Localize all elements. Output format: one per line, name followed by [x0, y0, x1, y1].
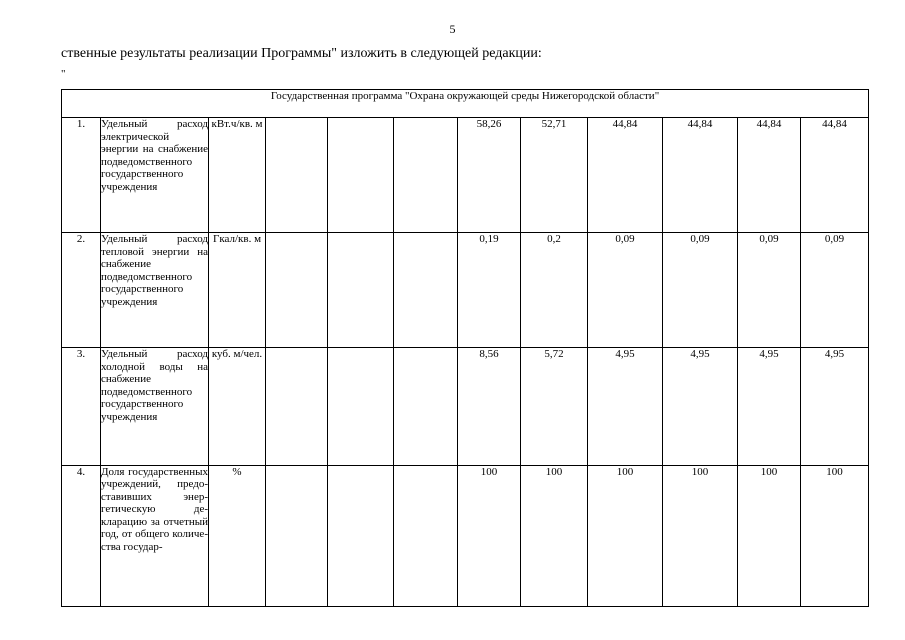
value-cell: 100 [521, 465, 588, 606]
value-cell [328, 233, 394, 348]
quote-mark: " [61, 68, 66, 80]
value-cell: 0,19 [458, 233, 521, 348]
value-cell [394, 118, 458, 233]
value-cell: 100 [801, 465, 869, 606]
intro-text: ственные результаты реализации Программы" изложить в следующей редакции: [61, 46, 542, 61]
value-cell [394, 348, 458, 465]
program-caption: Государственная программа "Охрана окружающей среды Нижегородской области" [62, 90, 869, 118]
indicator-name: Доля государственных учреждений, предоставивших энергетическую декларацию за отчетный год, от общего количества государ- [101, 465, 209, 606]
table-row [62, 118, 869, 233]
value-cell: 44,84 [663, 118, 738, 233]
value-cell: 44,84 [588, 118, 663, 233]
value-cell: 4,95 [738, 348, 801, 465]
value-cell [266, 465, 328, 606]
value-cell [266, 348, 328, 465]
row-number: 1. [62, 118, 101, 233]
value-cell: 44,84 [801, 118, 869, 233]
value-cell: 4,95 [663, 348, 738, 465]
value-cell [328, 348, 394, 465]
value-cell: 44,84 [738, 118, 801, 233]
indicator-name: Удельный расход электрической энергии на снабжение подведомственного государственного учреждения [101, 118, 209, 233]
value-cell: 0,09 [801, 233, 869, 348]
row-number: 2. [62, 233, 101, 348]
value-cell: 100 [458, 465, 521, 606]
value-cell: 58,26 [458, 118, 521, 233]
value-cell [266, 233, 328, 348]
row-number: 3. [62, 348, 101, 465]
value-cell: 100 [588, 465, 663, 606]
table-row [62, 465, 869, 606]
table-caption-row [62, 90, 869, 118]
value-cell: 0,09 [663, 233, 738, 348]
value-cell: 0,2 [521, 233, 588, 348]
value-cell: 8,56 [458, 348, 521, 465]
indicator-name: Удельный расход холодной воды на снабжение подведомственного государственного учреждения [101, 348, 209, 465]
table-row [62, 348, 869, 465]
table-row [62, 233, 869, 348]
unit-cell: куб. м/чел. [209, 348, 266, 465]
indicator-name: Удельный расход тепловой энергии на снабжение подведомственного государственного учреждения [101, 233, 209, 348]
unit-cell: Гкал/кв. м [209, 233, 266, 348]
value-cell: 0,09 [738, 233, 801, 348]
value-cell: 52,71 [521, 118, 588, 233]
value-cell: 5,72 [521, 348, 588, 465]
value-cell: 100 [738, 465, 801, 606]
value-cell [394, 465, 458, 606]
unit-cell: кВт.ч/кв. м [209, 118, 266, 233]
value-cell [328, 118, 394, 233]
value-cell: 4,95 [588, 348, 663, 465]
unit-cell: % [209, 465, 266, 606]
value-cell: 0,09 [588, 233, 663, 348]
value-cell [394, 233, 458, 348]
value-cell: 100 [663, 465, 738, 606]
value-cell [328, 465, 394, 606]
value-cell [266, 118, 328, 233]
page-number: 5 [449, 22, 456, 36]
indicators-table [61, 89, 869, 607]
row-number: 4. [62, 465, 101, 606]
value-cell: 4,95 [801, 348, 869, 465]
